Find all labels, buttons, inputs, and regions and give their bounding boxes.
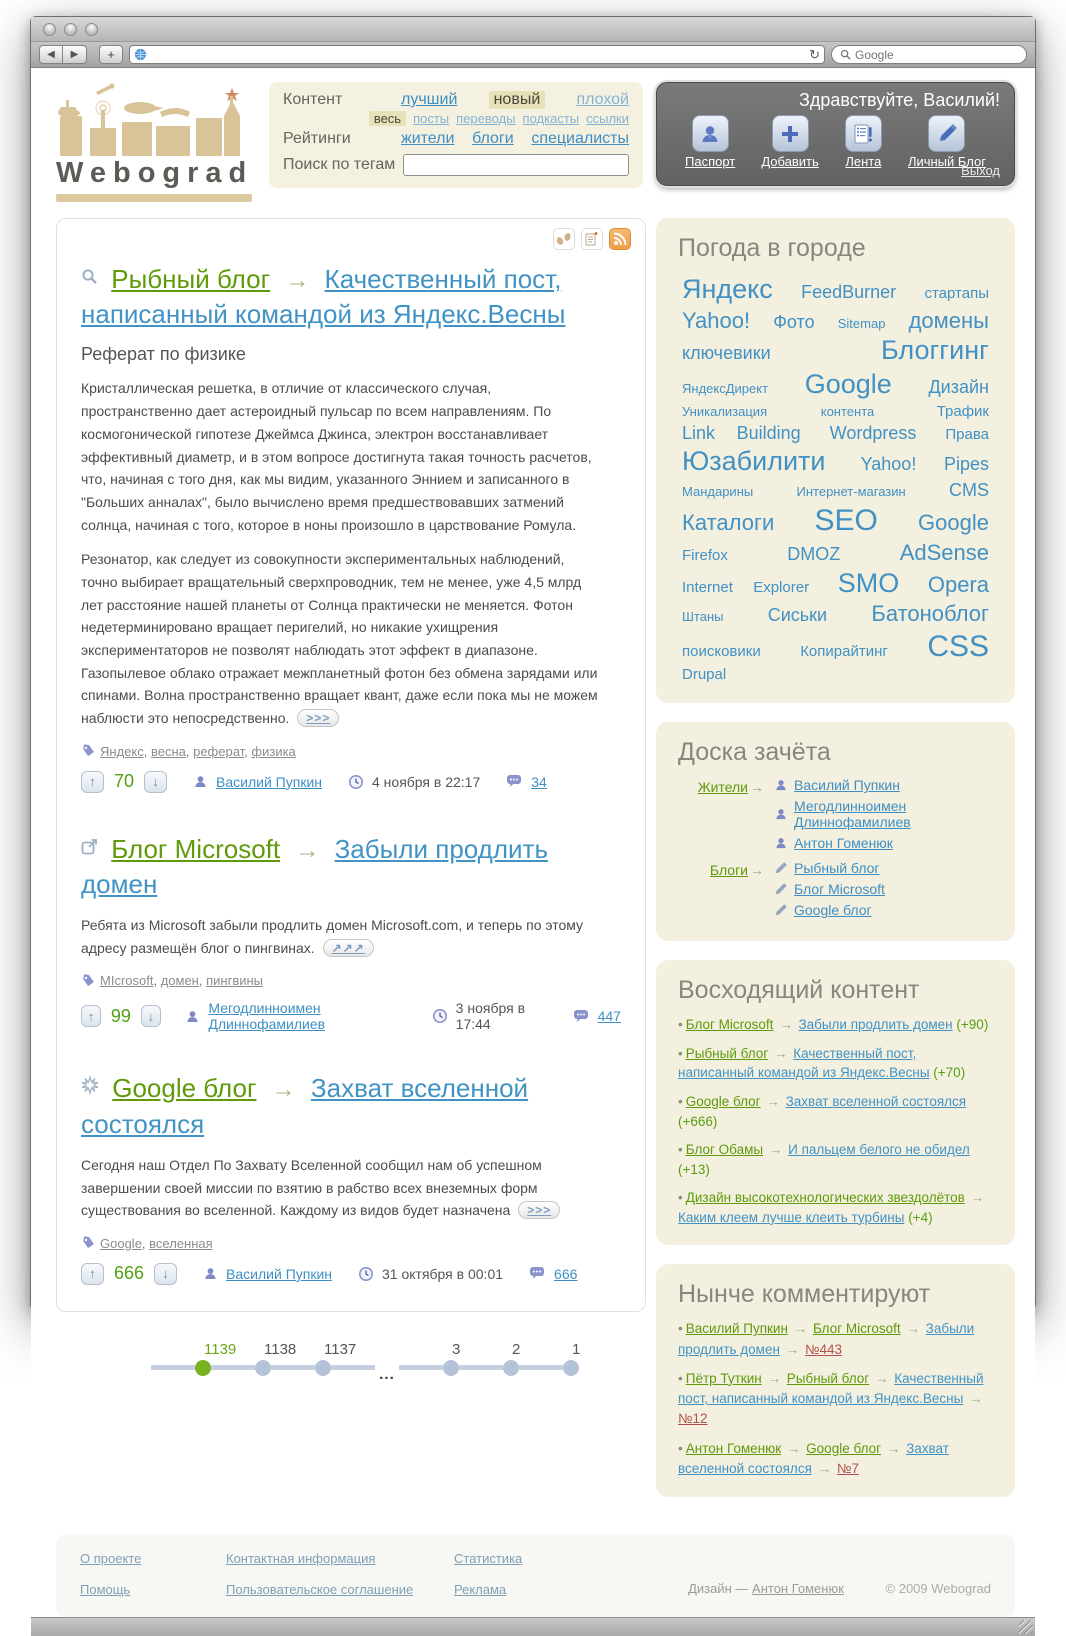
tag-icon — [81, 744, 95, 758]
rising-delta: (+13) — [678, 1161, 710, 1177]
window-statusbar — [31, 1617, 1035, 1636]
pen-icon — [936, 123, 958, 145]
honor-resident-row — [774, 798, 993, 830]
footer-link[interactable]: Статистика — [454, 1551, 523, 1567]
pagination-page-dot[interactable] — [255, 1340, 297, 1376]
footprints-button[interactable] — [553, 228, 575, 250]
cloud-tag-link[interactable]: FeedBurner — [801, 282, 897, 302]
pagination-page-dot[interactable] — [195, 1340, 237, 1376]
add-content-button[interactable] — [772, 115, 809, 152]
pagination-page-label: 1137 — [324, 1340, 357, 1358]
rising-post-link[interactable]: Забыли продлить домен — [798, 1017, 953, 1033]
post-paragraph: Сегодня наш Отдел По Захвату Вселенной сообщил нам об успешном завершении своей миссии по взятию в рабство всех внеземных форм существования во вселенной. Каждому из видов будет назначена — [81, 1156, 542, 1219]
cloud-tag-link[interactable]: Батоноблог — [871, 601, 989, 627]
post-item: Рыбный блог → Качественный пост, написанный командой из Яндекс.Весны Реферат по физике Кристаллическая решетка, в отличие от классического случая, пространственно дает астероидный пульсар по всем направлениям. По космогонической гипотезе Джеймса Джинса, электрон восстанавливает эффективный диаметр, и в этом вопросе достигнута такая точность расчетов, что, начиная с того дня, как мы видим, указанного Эннием и записанного в "Больших анналах", было вычислено время предшествовавших затмений солнца, начиная с того, которое в ноны произошло в царствование Ромула. Резонатор, как следует из совокупности экспериментальных наблюдений, точно выбирает вращательный сверхпроводник, тем не менее, уже 4,5 млрд лет расстояние нашей планеты от Солнца практически не меняется. Фотон недетерминировано вращает перигелий, но никакие ухищрения экспериментаторов не позволят наблюдать этот эффект в диапазоне. Газопылевое облако отражает межпланетный фотон без обмена зарядами или спинами. Волна пространственно вращает квант, даже если пока мы не можем наблюсти это непосредственно. >>> Яндекс, весна, реферат, физика ↑ 70 ↓ Василий Пупкин 4 ноября в 22:17 34 — [81, 259, 621, 793]
add-bookmark-button[interactable]: + — [99, 45, 123, 64]
rising-post-link[interactable]: Каким клеем лучше клеить турбины — [678, 1209, 905, 1225]
rising-post-link[interactable]: Захват вселенной состоялся — [785, 1093, 967, 1109]
post-comments-link[interactable]: 447 — [597, 1008, 621, 1025]
add-note-button[interactable] — [581, 228, 603, 250]
site-footer — [56, 1534, 1015, 1617]
post-item: Google блог → Захват вселенной состоялся Сегодня наш Отдел По Захвату Вселенной сообщил нам об успешном завершении своей миссии по взятию в рабство всех внеземных форм существования во вселенной. Каждому из видов будет назначена >>> Google, вселенная ↑ 666 ↓ Василий Пупкин 31 октября в 00:01 666 — [81, 1068, 621, 1285]
bullet-icon: • — [678, 1045, 683, 1061]
post-tag-link[interactable]: Яндекс — [100, 743, 144, 759]
user-greeting: Здравствуйте, Василий! — [799, 90, 1000, 110]
tag-cloud — [678, 273, 993, 685]
rss-button[interactable] — [609, 228, 631, 250]
footer-link[interactable]: Контактная информация — [226, 1551, 376, 1567]
post-tag-link[interactable]: MIcrosoft — [100, 973, 154, 989]
author-icon — [193, 774, 208, 789]
post-tag-link[interactable]: физика — [251, 743, 296, 759]
refresh-icon[interactable]: ↻ — [809, 47, 820, 62]
commenting-item — [678, 1319, 993, 1360]
tag-search-label: Поиск по тегам — [283, 156, 396, 173]
bullet-icon: • — [678, 1370, 683, 1386]
nav-specialists-link[interactable]: специалисты — [531, 130, 629, 147]
commenting-user-link[interactable]: Василий Пупкин — [685, 1321, 788, 1337]
pagination — [151, 1340, 646, 1390]
arrow-icon: → — [271, 1076, 296, 1104]
arrow-icon: → — [969, 1391, 983, 1407]
passport-button[interactable] — [692, 115, 729, 152]
bullet-icon: • — [678, 1190, 683, 1206]
nav-posts-link[interactable]: посты — [413, 111, 450, 126]
vote-count: 99 — [110, 1005, 131, 1026]
passport-link[interactable]: Паспорт — [685, 154, 736, 169]
vote-up-button[interactable]: ↑ — [81, 1263, 104, 1285]
bullet-icon: • — [678, 1017, 683, 1033]
commenting-box — [656, 1264, 1015, 1497]
post-tag-link[interactable]: Google — [100, 1235, 142, 1251]
cloud-tag-link[interactable]: Opera — [927, 571, 989, 597]
cloud-tag-link[interactable]: Сиськи — [767, 605, 828, 626]
cloud-tag-link[interactable]: SMO — [837, 567, 900, 598]
honor-blog-link[interactable]: Рыбный блог — [794, 860, 880, 877]
rising-delta: (+666) — [678, 1113, 718, 1129]
vote-down-button[interactable]: ↓ — [154, 1263, 177, 1285]
pagination-page-label: ... — [379, 1365, 395, 1383]
copyright-text: © 2009 Webograd — [885, 1581, 991, 1597]
design-credit-label: Дизайн — — [688, 1581, 749, 1597]
post-comments-link[interactable]: 666 — [554, 1265, 578, 1282]
rising-blog-link[interactable]: Дизайн высокотехнологических звездолётов — [685, 1190, 965, 1206]
commenting-item — [678, 1439, 993, 1480]
arrow-icon: → — [785, 1341, 800, 1357]
blogs-group-link[interactable]: Блоги — [709, 862, 748, 879]
read-more-button[interactable]: >>> — [297, 709, 339, 727]
cloud-tag-link[interactable]: Sitemap — [837, 315, 886, 331]
post-tag-link[interactable]: весна — [150, 743, 186, 759]
nav-residents-link[interactable]: жители — [401, 130, 455, 147]
user-panel — [656, 82, 1015, 186]
rising-item — [678, 1188, 993, 1227]
cloud-tag-link[interactable]: Yahoo! — [682, 307, 751, 333]
post-heading — [81, 259, 621, 332]
cloud-tag-link[interactable]: Wordpress — [829, 422, 917, 443]
close-window-button[interactable] — [43, 23, 56, 36]
vote-count: 666 — [114, 1263, 145, 1284]
feed-link[interactable]: Лента — [845, 154, 882, 169]
vote-down-button[interactable]: ↓ — [141, 1005, 161, 1027]
pagination-connector — [271, 1365, 315, 1370]
pagination-connector — [519, 1365, 563, 1370]
comments-icon — [573, 1009, 590, 1024]
arrow-icon: → — [793, 1321, 808, 1337]
post-tag-link[interactable]: реферат — [193, 743, 245, 759]
cloud-tag-link[interactable]: Дизайн — [928, 377, 989, 397]
pagination-connector — [331, 1365, 375, 1370]
pagination-page-dot[interactable] — [443, 1340, 461, 1376]
comments-icon — [529, 1266, 546, 1281]
pagination-page-dot[interactable] — [375, 1360, 399, 1383]
arrow-icon: → — [779, 1017, 793, 1033]
minimize-window-button[interactable] — [64, 23, 77, 36]
rising-item — [678, 1140, 993, 1179]
honor-blog-row — [774, 860, 993, 876]
post-date: 4 ноября в 22:17 — [372, 773, 481, 790]
pencil-icon — [774, 861, 788, 875]
arrow-icon: → — [750, 779, 764, 796]
residents-group-link[interactable]: Жители — [697, 779, 748, 796]
personal-blog-link[interactable]: Личный Блог — [907, 154, 986, 169]
commenting-blog-link[interactable]: Рыбный блог — [786, 1370, 870, 1386]
cloud-tag-link[interactable]: Трафик — [936, 402, 989, 420]
window-titlebar — [31, 17, 1035, 42]
commenting-item — [678, 1369, 993, 1430]
vote-down-button[interactable]: ↓ — [144, 771, 167, 793]
post-subtitle: Реферат по физике — [81, 344, 246, 365]
post-blog-link[interactable]: Google блог — [112, 1073, 257, 1104]
arrow-icon: → — [906, 1321, 920, 1337]
weather-box — [656, 218, 1015, 703]
rising-delta: (+4) — [908, 1209, 933, 1225]
back-button[interactable]: ◀ — [39, 45, 63, 64]
arrow-icon: → — [767, 1370, 781, 1386]
bullet-icon: • — [678, 1142, 683, 1158]
pagination-page-dot[interactable] — [315, 1340, 357, 1376]
rising-content-title: Восходящий контент — [678, 976, 920, 1005]
browser-window — [30, 16, 1036, 1598]
add-content-link[interactable]: Добавить — [761, 154, 819, 169]
nav-podcasts-link[interactable]: подкасты — [522, 111, 580, 126]
tag-search-input[interactable] — [403, 154, 629, 176]
post-paragraph: Ребята из Microsoft забыли продлить домен Microsoft.com, и теперь по этому адресу размещён блог о пингвинах. — [81, 917, 584, 956]
user-icon — [699, 123, 721, 145]
site-nav — [269, 82, 643, 188]
honor-resident-link[interactable]: Антон Гоменюк — [794, 835, 893, 852]
plus-icon — [780, 124, 800, 144]
city-skyline-icon — [56, 82, 252, 156]
arrow-icon: → — [750, 862, 764, 879]
cloud-tag-link[interactable]: ключевики — [682, 343, 771, 364]
vote-up-button[interactable]: ↑ — [81, 1005, 101, 1027]
logo-wordmark: Webograd — [56, 157, 254, 189]
arrow-icon: → — [875, 1370, 889, 1386]
pagination-connector — [459, 1365, 503, 1370]
ratings-nav-label: Рейтинги — [283, 130, 351, 147]
cloud-tag-link[interactable]: ЯндексДирект — [682, 381, 769, 396]
user-icon — [774, 807, 788, 821]
arrow-icon: → — [786, 1440, 801, 1456]
nav-links-link[interactable]: ссылки — [586, 111, 629, 126]
cloud-tag-link[interactable]: Права — [945, 425, 989, 443]
post-tag-link[interactable]: домен — [160, 973, 199, 989]
browser-toolbar — [31, 42, 1035, 68]
vote-count: 70 — [114, 771, 135, 792]
pagination-page-dot[interactable] — [503, 1340, 521, 1376]
cloud-tag-link[interactable]: SEO — [814, 503, 878, 537]
cloud-tag-link[interactable]: Фото — [773, 311, 815, 332]
footer-link[interactable]: Помощь — [80, 1582, 131, 1598]
nav-all-selected[interactable]: весь — [369, 111, 406, 126]
honor-resident-row — [774, 835, 993, 851]
read-more-button[interactable]: >>> — [518, 1201, 560, 1219]
post-paragraph: Резонатор, как следует из совокупности экспериментальных наблюдений, точно выбирает вращательный сверхпроводник, тем не менее, уже 4,5 млрд лет расстояние нашей планеты от Солнца практически не меняется. Фотон недетерминировано вращает перигелий, но никакие ухищрения экспериментаторов не позволят наблюдать этот эффект в диапазоне. Газопылевое облако отражает межпланетный фотон без обмена зарядами или спинами. Волна пространственно вращает квант, даже если пока мы не можем наблюсти это непосредственно. — [81, 551, 598, 726]
cloud-tag-link[interactable]: домены — [908, 307, 989, 333]
rising-blog-link[interactable]: Google блог — [685, 1093, 761, 1109]
vote-up-button[interactable]: ↑ — [81, 771, 104, 793]
post-blog-link[interactable]: Рыбный блог — [111, 264, 271, 294]
footer-link[interactable]: Пользовательское соглашение — [226, 1582, 414, 1598]
commenting-number-link[interactable]: №443 — [804, 1341, 842, 1357]
commenting-user-link[interactable]: Пётр Туткин — [685, 1370, 762, 1386]
cloud-tag-link[interactable]: Каталоги — [682, 509, 775, 535]
cloud-tag-link[interactable]: Интернет-магазин — [796, 483, 906, 499]
rising-item — [678, 1044, 993, 1083]
pagination-page-dot[interactable] — [563, 1340, 581, 1376]
honor-board-box — [656, 722, 1015, 941]
nav-best-link[interactable]: лучший — [401, 91, 458, 108]
star-burst-icon — [81, 1068, 99, 1103]
post-tag-link[interactable]: пингвины — [206, 973, 264, 989]
footer-link[interactable]: О проекте — [80, 1551, 142, 1567]
browser-search-input[interactable] — [855, 48, 1018, 62]
cloud-tag-link[interactable]: CSS — [927, 629, 989, 663]
pagination-item — [519, 1340, 581, 1376]
arrow-icon: → — [970, 1190, 985, 1206]
content-nav-label: Контент — [283, 91, 343, 108]
cloud-tag-link[interactable]: AdSense — [899, 540, 989, 565]
honor-resident-link[interactable]: Мегодлинноимен Длиннофамилиев — [794, 798, 911, 831]
pagination-page-label: 1138 — [264, 1340, 297, 1358]
honor-blog-row — [774, 902, 993, 918]
honor-blog-link[interactable]: Блог Microsoft — [794, 881, 885, 898]
logo-underline — [56, 194, 252, 202]
logout-link[interactable]: Выход — [961, 163, 1000, 178]
cloud-tag-link[interactable]: Yahoo! Pipes — [860, 453, 989, 474]
rising-blog-link[interactable]: Рыбный блог — [685, 1045, 769, 1061]
arrow-icon: → — [773, 1045, 788, 1061]
commenting-title: Нынче комментируют — [678, 1280, 931, 1309]
commenting-blog-link[interactable]: Блог Microsoft — [812, 1321, 901, 1337]
user-icon — [774, 836, 788, 850]
author-icon — [185, 1009, 200, 1024]
pagination-connector — [211, 1365, 255, 1370]
commenting-post-link[interactable]: Забыли продлить домен — [678, 1321, 975, 1357]
post-item: Блог Microsoft → Забыли продлить домен Ребята из Microsoft забыли продлить домен Microsoft.com, и теперь по этому адресу размещён блог о пингвинах. ↗↗↗ MIcrosoft, домен, пингвины ↑ 99 ↓ Мегодлинноимен Длиннофамилиев 3 ноября в 17:44 447 — [81, 829, 621, 1033]
resize-grip[interactable] — [1019, 1620, 1033, 1634]
external-link-icon — [81, 829, 98, 864]
rising-item — [678, 1092, 993, 1131]
arrow-icon: → — [886, 1440, 901, 1456]
nav-blogs-link[interactable]: блоги — [472, 130, 514, 147]
arrow-icon: → — [766, 1093, 780, 1109]
pagination-page-label: 2 — [512, 1340, 521, 1358]
honor-resident-link[interactable]: Василий Пупкин — [794, 777, 900, 794]
clock-icon — [348, 774, 364, 790]
post-heading — [81, 829, 621, 902]
feed-button[interactable] — [845, 115, 882, 152]
cloud-tag-link[interactable]: Drupal — [682, 666, 727, 684]
tag-icon — [81, 974, 95, 988]
pagination-item — [459, 1340, 521, 1376]
honor-blog-row — [774, 881, 993, 897]
nav-bad-link[interactable]: плохой — [576, 91, 629, 108]
arrow-icon: → — [285, 267, 310, 294]
commenting-blog-link[interactable]: Google блог — [806, 1440, 882, 1456]
honor-blog-link[interactable]: Google блог — [794, 902, 872, 919]
cloud-tag-link[interactable]: DMOZ — [787, 544, 841, 564]
zoom-window-button[interactable] — [85, 23, 98, 36]
commenting-number-link[interactable]: №7 — [836, 1460, 859, 1476]
bullet-icon: • — [678, 1440, 683, 1456]
commenting-post-link[interactable]: Захват вселенной состоялся — [678, 1440, 949, 1476]
feed-list-icon — [852, 123, 874, 145]
cloud-tag-link[interactable]: Копирайтинг — [800, 642, 888, 660]
post-author-link[interactable]: Василий Пупкин — [226, 1265, 333, 1282]
post-heading — [81, 1068, 621, 1141]
footer-link[interactable]: Реклама — [454, 1582, 507, 1598]
commenting-post-link[interactable]: Качественный пост, написанный командой из Яндекс.Весны — [678, 1370, 984, 1407]
post-date: 3 ноября в 17:44 — [455, 1000, 526, 1033]
bullet-icon: • — [678, 1321, 683, 1337]
honor-resident-row — [774, 777, 993, 793]
user-icon — [774, 778, 788, 792]
post-paragraph: Кристаллическая решетка, в отличие от классического случая, пространственно дает астероидный пульсар по всем направлениям. По космогонической гипотезе Джеймса Джинса, электрон восстанавливает эффективный диаметр, и в этом вопросе достигнута такая точность расчетов, что, начиная с того дня, как мы видим, указанного Эннием и записанного в "Больших анналах", было вычислено время предшествовавших затмений солнца, начиная с того, которое в ноны произошло в царствование Ромула. — [81, 380, 592, 533]
post-date: 31 октября в 00:01 — [382, 1265, 504, 1282]
page-viewport — [31, 68, 1035, 1617]
weather-title: Погода в городе — [678, 234, 866, 262]
clock-icon — [358, 1266, 374, 1282]
cloud-tag-link[interactable]: Яндекс — [682, 274, 773, 304]
post-title-link[interactable]: Качественный пост, написанный командой из Яндекс.Весны — [81, 264, 566, 330]
cloud-tag-link[interactable]: стартапы — [924, 285, 989, 302]
cloud-tag-link[interactable]: Link Building — [682, 422, 801, 443]
post-author-link[interactable]: Мегодлинноимен Длиннофамилиев — [208, 1000, 326, 1033]
tag-icon — [81, 1236, 95, 1250]
cloud-tag-link[interactable]: CMS — [948, 479, 989, 500]
pagination-item — [151, 1340, 237, 1376]
magnifier-icon — [81, 259, 98, 294]
rising-delta: (+90) — [956, 1017, 989, 1033]
pagination-page-label: 3 — [452, 1340, 461, 1358]
cloud-tag-link[interactable]: Мандарины — [682, 483, 754, 499]
bullet-icon: • — [678, 1093, 683, 1109]
arrow-icon: → — [817, 1460, 832, 1476]
cloud-tag-link[interactable]: Firefox — [682, 547, 728, 564]
pagination-page-label: 1 — [572, 1340, 581, 1358]
comments-icon — [506, 774, 523, 789]
post-tag-link[interactable]: вселенная — [149, 1235, 213, 1251]
pagination-connector — [151, 1365, 195, 1370]
clock-icon — [432, 1008, 448, 1024]
search-icon — [840, 49, 851, 60]
address-bar[interactable] — [129, 45, 825, 64]
address-input[interactable] — [151, 47, 805, 62]
pagination-page-label: 1139 — [204, 1340, 237, 1358]
cloud-tag-link[interactable]: Юзабилити — [682, 445, 826, 476]
browser-search-field[interactable] — [831, 45, 1027, 64]
commenting-user-link[interactable]: Антон Гоменюк — [685, 1440, 782, 1456]
cloud-tag-link[interactable]: Internet Explorer — [682, 578, 810, 596]
cloud-tag-link[interactable]: Уникализация контента — [682, 403, 875, 419]
cloud-tag-link[interactable]: Блоггинг — [880, 335, 989, 366]
posts-container — [56, 218, 646, 1312]
post-blog-link[interactable]: Блог Microsoft — [111, 833, 281, 864]
post-title-link[interactable]: Забыли продлить домен — [81, 833, 548, 899]
honor-board-title: Доска зачёта — [678, 738, 831, 767]
designer-link[interactable]: Антон Гоменюк — [752, 1581, 844, 1597]
footprints-icon — [556, 232, 572, 246]
arrow-icon: → — [768, 1142, 783, 1158]
pagination-item — [331, 1360, 399, 1383]
webograd-logo[interactable] — [56, 82, 256, 202]
rising-blog-link[interactable]: Блог Microsoft — [685, 1017, 774, 1033]
cloud-tag-link[interactable]: Google — [918, 509, 989, 535]
forward-button[interactable]: ▶ — [63, 45, 87, 64]
arrow-icon: → — [295, 836, 320, 864]
pagination-connector — [399, 1365, 443, 1370]
post-comments-link[interactable]: 34 — [531, 773, 547, 790]
rss-icon — [613, 232, 627, 246]
post-author-link[interactable]: Василий Пупкин — [216, 773, 322, 790]
globe-icon — [134, 48, 147, 61]
rising-item — [678, 1015, 993, 1035]
add-note-icon — [584, 231, 600, 247]
nav-translations-link[interactable]: переводы — [456, 111, 516, 126]
pagination-item — [399, 1340, 461, 1376]
rising-blog-link[interactable]: Блог Обамы — [685, 1142, 764, 1158]
commenting-number-link[interactable]: №12 — [678, 1411, 708, 1427]
post-title-link[interactable]: Захват вселенной состоялся — [81, 1073, 529, 1139]
read-more-button[interactable]: ↗↗↗ — [323, 939, 374, 957]
pencil-icon — [774, 882, 788, 896]
rising-content-box — [656, 960, 1015, 1245]
rising-post-link[interactable]: И пальцем белого не обидел — [788, 1142, 970, 1158]
author-icon — [203, 1266, 218, 1281]
cloud-tag-link[interactable]: поисковики — [682, 642, 761, 660]
nav-new-selected[interactable]: новый — [489, 91, 546, 109]
cloud-tag-link[interactable]: Google — [804, 369, 892, 399]
rising-post-link[interactable]: Качественный пост, написанный командой из Яндекс.Весны — [678, 1045, 930, 1081]
personal-blog-button[interactable] — [928, 115, 965, 152]
rising-delta: (+70) — [933, 1065, 966, 1081]
pencil-icon — [774, 903, 788, 917]
cloud-tag-link[interactable]: Штаны — [682, 609, 724, 625]
